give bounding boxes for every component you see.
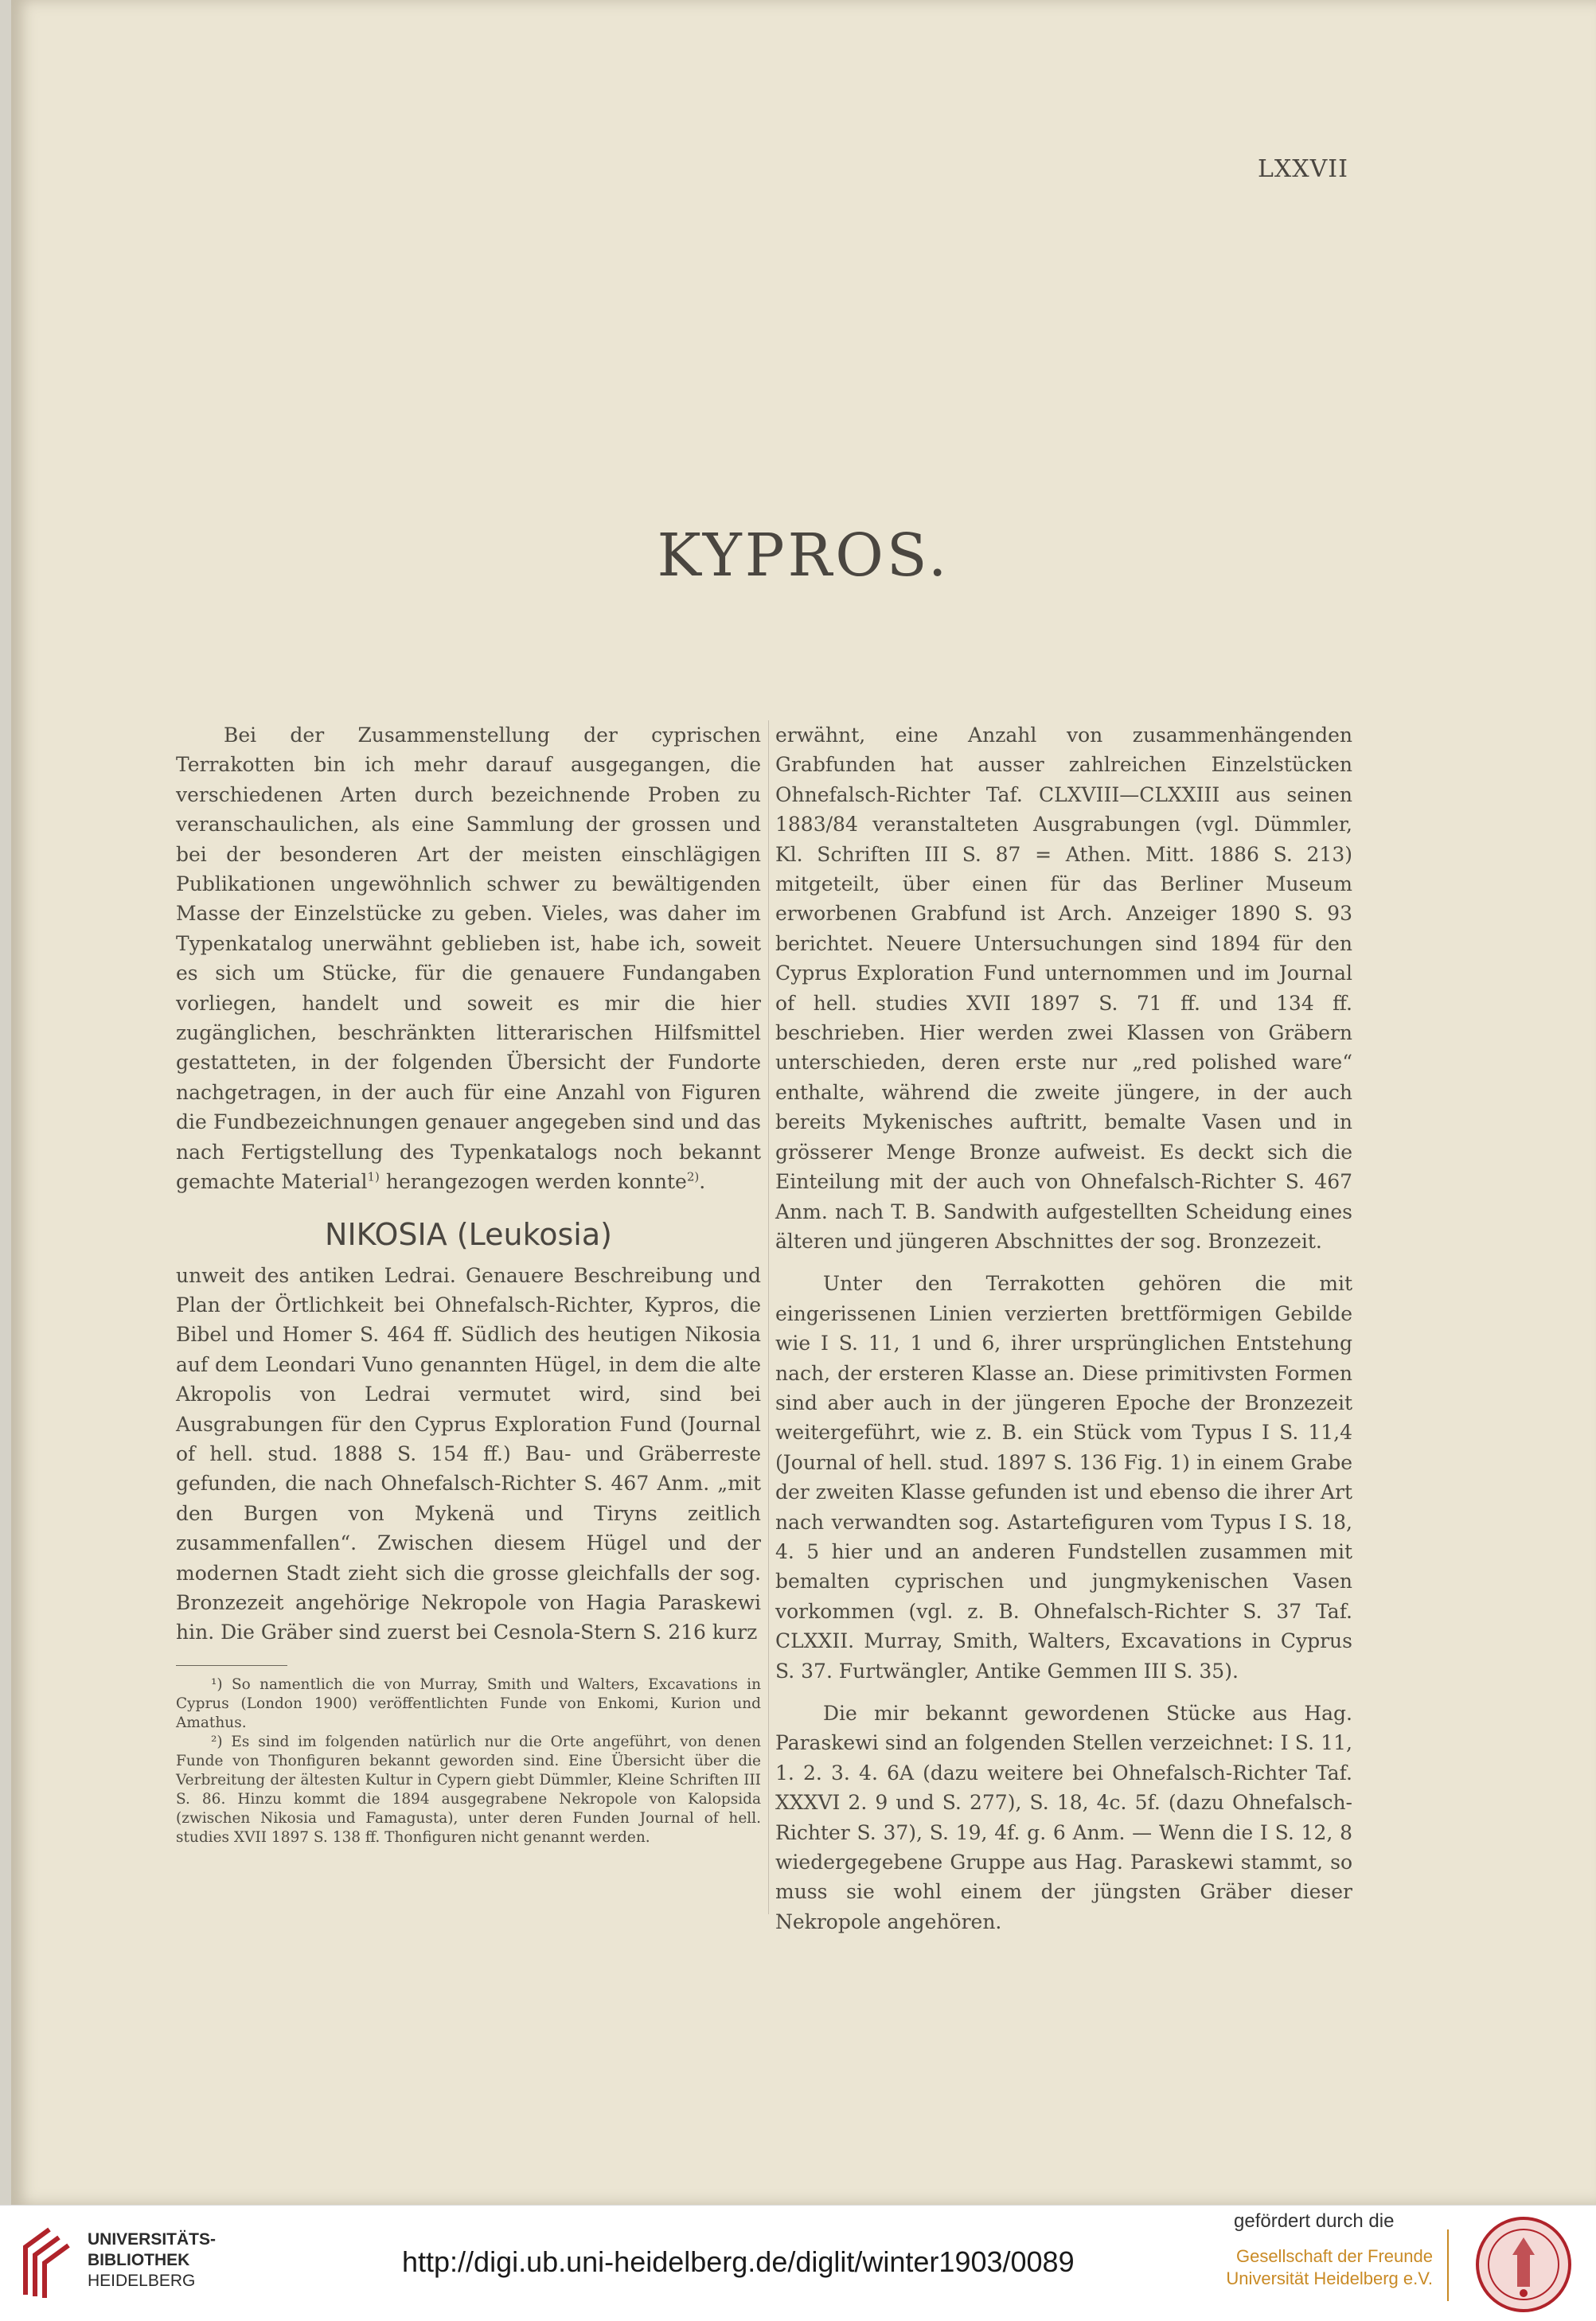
- footnotes: [176, 1675, 761, 1847]
- library-logo-icon: [18, 2223, 73, 2303]
- page-title: KYPROS.: [657, 521, 950, 590]
- sponsor-divider: [1447, 2229, 1449, 2301]
- permalink-url[interactable]: http://digi.ub.uni-heidelberg.de/diglit/winter1903/0089: [402, 2245, 1075, 2278]
- university-seal-icon: [1474, 2215, 1573, 2314]
- nikosia-paragraph: unweit des antiken Ledrai. Genauere Beschreibung und Plan der Örtlichkeit bei Ohnefalsch-Richter, Kypros, die Bibel und Homer S. 464 ff. Südlich des heutigen Nikosia auf dem Leondari Vuno genannten Hügel, in dem die alte Akropolis von Ledrai vermutet wird, sind bei Ausgrabungen für den Cyprus Exploration Fund (Journal of hell. stud. 1888 S. 154 ff.) Bau- und Gräberreste gefunden, die nach Ohnefalsch-Richter S. 467 Anm. „mit den Burgen von Mykenä und Tiryns zeitlich zusammenfallen“. Zwischen diesem Hügel und der modernen Stadt zieht sich die grosse gleichfalls der sog. Bronzezeit angehörige Nekropole von Hagia Paraskewi hin. Die Gräber sind zuerst bei Cesnola-Stern S. 216 kurz: [176, 1263, 761, 1644]
- funded-by-label: gefördert durch die: [1234, 2210, 1395, 2232]
- page-number: LXXVII: [1257, 155, 1348, 183]
- intro-paragraph: Bei der Zusammenstellung der cyprischen Terrakotten bin ich mehr darauf ausgegangen, die verschiedenen Arten durch bezeichnende Proben zu veranschaulichen, als eine Sammlung der grossen und bei der besonderen Art der meisten einschlägigen Publikationen ungewöhnlich schwer zu bewältigenden Masse der Einzelstücke zu geben. Vieles, was daher im Typenkatalog unerwähnt geblieben ist, habe ich, soweit es sich um Stücke, für die genauere Fundangaben vorliegen, handelt und soweit es mir die hier zugänglichen, beschränkten litterarischen Hilfsmittel gestatteten, in der folgenden Übersicht der Fundorte nachgetragen, in der auch für eine Anzahl von Figuren die Fundbezeichnungen genauer angegeben sind und das nach Fertigstellung des Typenkatalogs noch bekannt gemachte Material$^{1)}$ herangezogen werden konnte$^{2)}$.: [176, 724, 761, 1194]
- right-paragraph-1: erwähnt, eine Anzahl von zusammenhängenden Grabfunden hat ausser zahlreichen Einzelstücken Ohnefalsch-Richter Taf. CLXVIII—CLXXIII aus seinen 1883/84 veranstalteten Ausgrabungen (vgl. Dümmler, Kl. Schriften III S. 87 = Athen. Mitt. 1886 S. 213) mitgeteilt, über einen für das Berliner Museum erworbenen Grabfund ist Arch. Anzeiger 1890 S. 93 berichtet. Neuere Untersuchungen sind 1894 für den Cyprus Exploration Fund unternommen und im Journal of hell. studies XVII 1897 S. 71 ff. und 134 ff. beschrieben. Hier werden zwei Klassen von Gräbern unterschieden, deren erste nur „red polished ware“ enthalte, während die zweite jüngere, in der auch bereits Mykenisches auftritt, bemalte Vasen und in grösserer Menge Bronze aufweist. Es deckt sich die Einteilung mit der auch von Ohnefalsch-Richter S. 467 Anm. nach T. B. Sandwith aufgestellten Scheidung eines älteren und jüngeren Abschnittes der sog. Bronzezeit.: [775, 724, 1352, 1253]
- library-name: UNIVERSITÄTS- BIBLIOTHEK HEIDELBERG: [88, 2230, 217, 2290]
- footnote-2: ²) Es sind im folgenden natürlich nur die Orte angeführt, von denen Funde von Thonfiguren bekannt geworden sind. Eine Übersicht über die Verbreitung der ältesten Kultur in Cypern giebt Dümmler, Kleine Schriften III S. 86. Hinzu kommt die 1894 ausgegrabene Nekropole von Kalopsida (zwischen Nikosia und Famagusta), unter deren Funden Journal of hell. studies XVII 1897 S. 138 ff. Thonfiguren nicht genannt werden.: [176, 1733, 761, 1846]
- sponsor-name[interactable]: Gesellschaft der Freunde Universität Heidelberg e.V.: [1226, 2246, 1433, 2288]
- section-heading-nikosia: NIKOSIA (Leukosia): [325, 1216, 612, 1252]
- footnote-divider: [176, 1665, 287, 1666]
- footnote-ref-1: 1): [367, 1169, 380, 1184]
- right-paragraph-3: Die mir bekannt gewordenen Stücke aus Hag. Paraskewi sind an folgenden Stellen verzeichnet: I S. 11, 1. 2. 3. 4. 6A (dazu weitere bei Ohnefalsch-Richter Taf. XXXVI 2. 9 und S. 277), S. 18, 4c. 5f. (dazu Ohnefalsch-Richter S. 37), S. 19, 4f. g. 6 Anm. — Wenn die I S. 12, 8 wiedergegebene Gruppe aus Hag. Paraskewi stammt, so muss sie wohl einem der jüngsten Gräber dieser Nekropole angehören.: [775, 1702, 1352, 1933]
- digitization-footer: [0, 2205, 1596, 2321]
- right-paragraph-2: Unter den Terrakotten gehören die mit eingerissenen Linien verzierten brettförmigen Gebilde wie I S. 11, 1 und 6, ihrer ursprünglichen Entstehung nach, der ersteren Klasse an. Diese primitivsten Formen sind aber auch in der jüngeren Epoche der Bronzezeit weitergeführt, wie z. B. ein Stück vom Typus I S. 11,4 (Journal of hell. stud. 1897 S. 136 Fig. 1) in einem Grabe der zweiten Klasse gefunden ist und ebenso die ihrer Art nach verwandten sog. Astartefiguren vom Typus I S. 18, 4. 5 hier und an anderen Fundstellen zusammen mit bemalten cyprischen und jungmykenischen Vasen vorkommen (vgl. z. B. Ohnefalsch-Richter S. 37 Taf. CLXXII. Murray, Smith, Walters, Excavations in Cyprus S. 37. Furtwängler, Antike Gemmen III S. 35).: [775, 1272, 1352, 1683]
- left-column: [176, 720, 761, 1847]
- right-column: [775, 720, 1352, 1937]
- footnote-1: ¹) So namentlich die von Murray, Smith und Walters, Excavations in Cyprus (London 1900) veröffentlichten Funde von Enkomi, Kurion und Amathus.: [176, 1675, 761, 1731]
- scanned-page: [11, 0, 1596, 2205]
- footnote-ref-2: 2): [686, 1169, 700, 1184]
- column-divider: [768, 720, 769, 1914]
